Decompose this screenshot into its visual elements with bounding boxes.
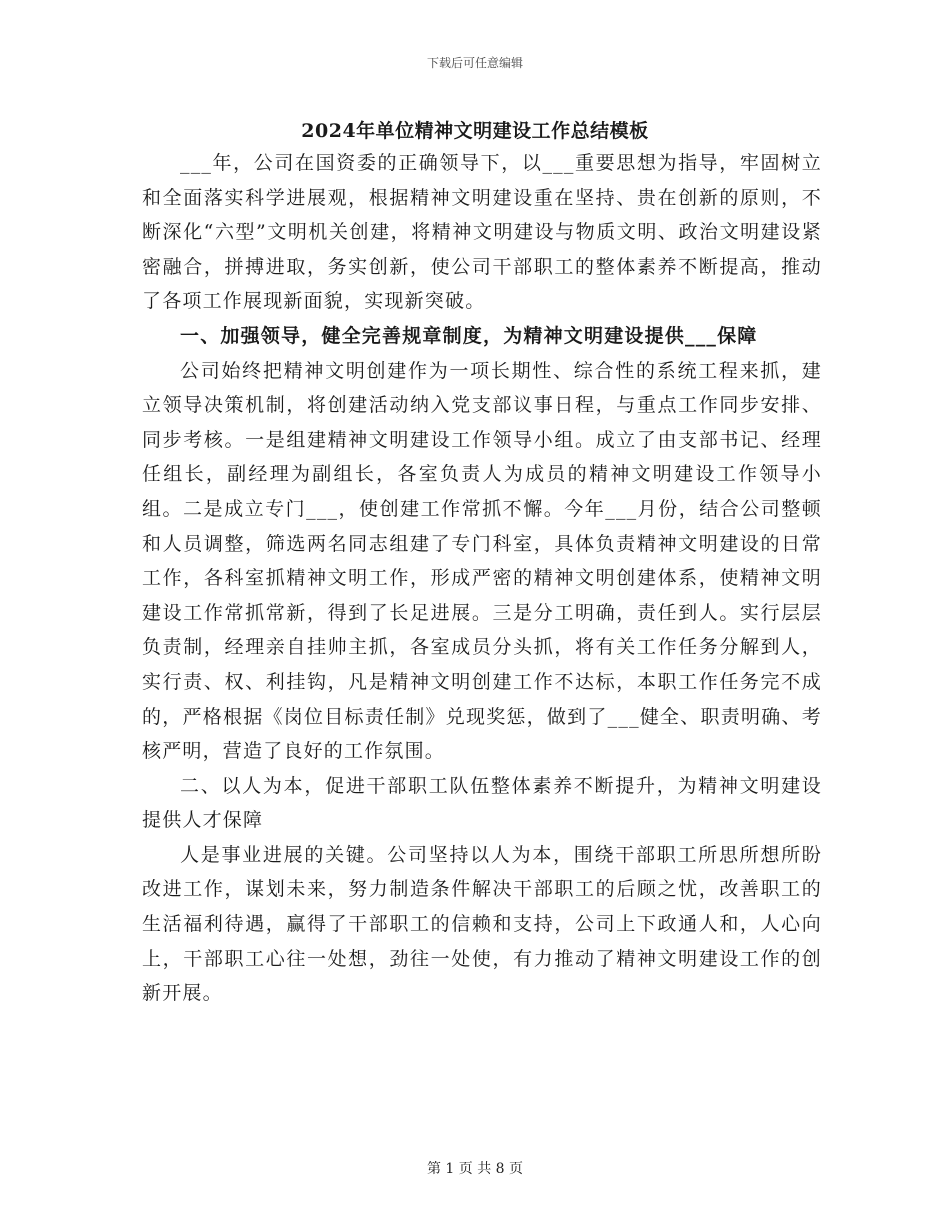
section-heading-1: 一、加强领导，健全完善规章制度，为精神文明建设提供___保障	[180, 324, 758, 347]
section-1-paragraph: 公司始终把精神文明创建作为一项长期性、综合性的系统工程来抓，建立领导决策机制，将创建活动纳入党支部议事日程，与重点工作同步安排、同步考核。一是组建精神文明建设工作领导小组。成立了由支部书记、经理任组长，副经理为副组长，各室负责人为成员的精神文明建设工作领导小组。二是成立专门___，使创建工作常抓不懈。今年___月份，结合公司整顿和人员调整，筛选两名同志组建了专门科室，具体负责精神文明建设的日常工作，各科室抓精神文明工作，形成严密的精神文明创建体系，使精神文明建设工作常抓常新，得到了长足进展。三是分工明确，责任到人。实行层层负责制，经理亲自挂帅主抓，各室成员分头抓，将有关工作任务分解到人，实行责、权、利挂钩，凡是精神文明创建工作不达标，本职工作任务完不成的，严格根据《岗位目标责任制》兑现奖惩，做到了___健全、职责明确、考核严明，营造了良好的工作氛围。	[142, 359, 822, 763]
page-number: 第 1 页 共 8 页	[426, 1161, 524, 1177]
section-heading-2: 二、以人为本，促进干部职工队伍整体素养不断提升，为精神文明建设提供人才保障	[142, 774, 822, 832]
document-title: 2024年单位精神文明建设工作总结模板	[301, 120, 649, 142]
page-header-note: 下载后可任意编辑	[426, 56, 523, 70]
document-body	[142, 146, 822, 1011]
section-2-paragraph: 人是事业进展的关键。公司坚持以人为本，围绕干部职工所思所想所盼改进工作，谋划未来，努力制造条件解决干部职工的后顾之忧，改善职工的生活福利待遇，赢得了干部职工的信赖和支持，公司上下政通人和，人心向上，干部职工心往一处想，劲往一处使，有力推动了精神文明建设工作的创新开展。	[142, 843, 822, 1005]
intro-paragraph: ___年，公司在国资委的正确领导下，以___重要思想为指导，牢固树立和全面落实科学进展观，根据精神文明建设重在坚持、贵在创新的原则，不断深化“六型”文明机关创建，将精神文明建设与物质文明、政治文明建设紧密融合，拼搏进取，务实创新，使公司干部职工的整体素养不断提高，推动了各项工作展现新面貌，实现新突破。	[142, 152, 822, 313]
